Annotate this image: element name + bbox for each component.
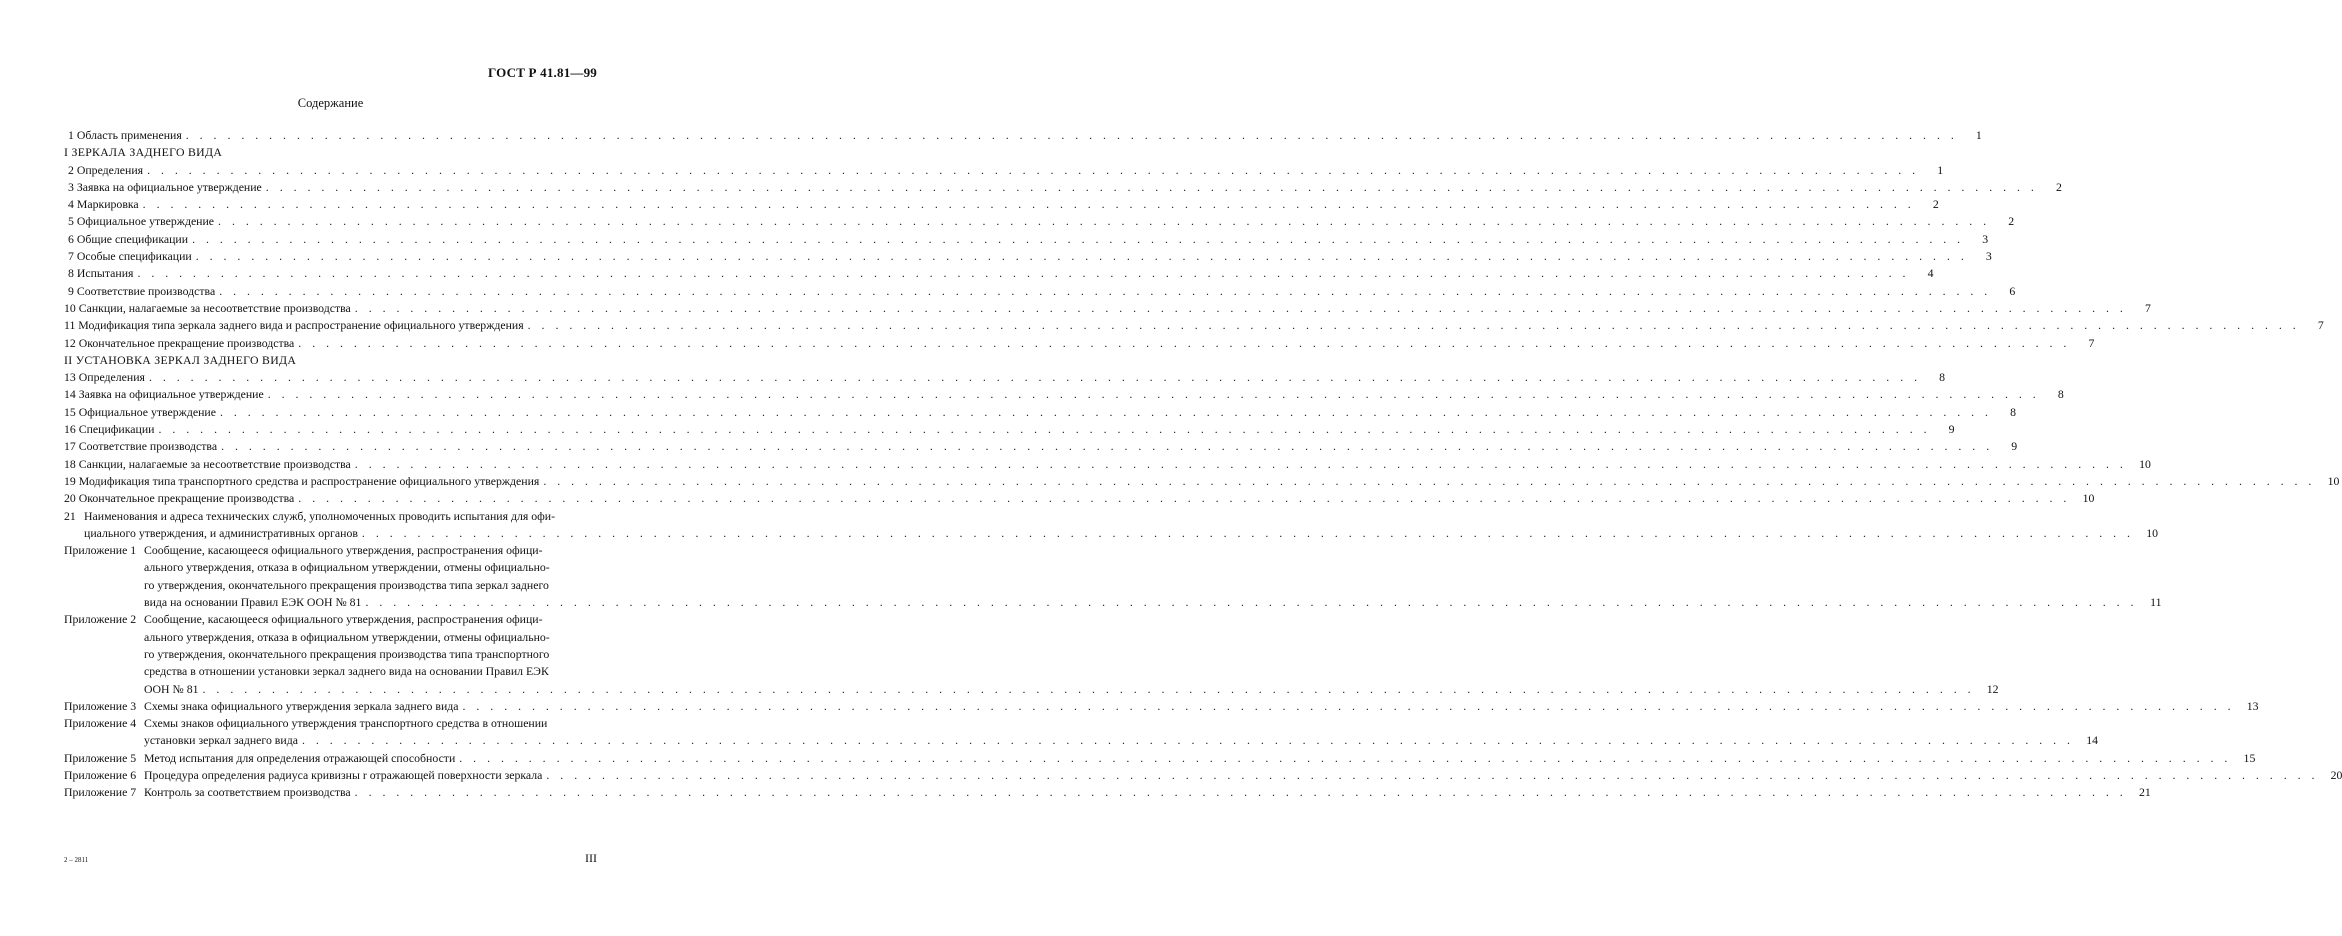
toc-entry-page: 8 <box>2057 387 2064 402</box>
toc-title: Содержание <box>297 96 364 110</box>
leader-dots <box>351 300 2127 317</box>
leader-dots <box>133 265 1909 282</box>
toc-entry-page: 7 <box>2144 300 2151 315</box>
toc-entry-title: Схемы знака официального утверждения зеркала заднего вида <box>144 698 459 713</box>
toc-entry-page: 7 <box>2088 335 2095 350</box>
appendix-label: Приложение 2 <box>64 612 137 627</box>
toc-entry <box>64 456 2151 473</box>
leader-dots <box>139 196 1915 213</box>
toc-entry-line: Сообщение, касающееся официального утверждения, распространения офици- <box>144 543 543 558</box>
section-heading: II УСТАНОВКА ЗЕРКАЛ ЗАДНЕГО ВИДА <box>64 352 297 367</box>
toc-entry-last-line <box>144 594 2162 611</box>
toc-entry-line: Схемы знаков официального утверждения транспортного средства в отношении <box>144 716 548 731</box>
toc-entry-last-line <box>144 698 2259 715</box>
toc-entry-multiline <box>64 508 2158 543</box>
toc-entry-title: 3 Заявка на официальное утверждение <box>68 179 262 194</box>
toc-entry-page: 6 <box>2009 283 2016 298</box>
toc-entry <box>64 162 1944 179</box>
toc-entry-title: 4 Маркировка <box>68 197 139 212</box>
leader-dots <box>524 317 2300 334</box>
appendix-entry <box>64 715 2098 750</box>
toc-entry-page: 21 <box>2138 785 2151 800</box>
toc-entry-page: 4 <box>1927 266 1934 281</box>
toc-entry-title: установки зеркал заднего вида <box>144 733 298 748</box>
toc-entry-line: Сообщение, касающееся официального утверждения, распространения офици- <box>144 612 543 627</box>
toc-entry-page: 9 <box>1948 422 1955 437</box>
toc-entry <box>64 386 2064 403</box>
toc-entry <box>64 248 1992 265</box>
appendix-label: Приложение 1 <box>64 543 137 558</box>
toc-entry-title: Процедура определения радиуса кривизны r отражающей поверхности зеркала <box>144 767 543 782</box>
appendix-label: Приложение 5 <box>64 750 137 765</box>
leader-dots <box>145 369 1921 386</box>
toc-entry-title: 15 Официальное утверждение <box>64 404 216 419</box>
toc-entry-title: Метод испытания для определения отражающей способности <box>144 750 456 765</box>
leader-dots <box>455 750 2231 767</box>
toc-entry-page: 8 <box>2010 404 2016 419</box>
toc-entry-title: 8 Испытания <box>68 266 134 281</box>
leader-dots <box>542 767 2318 784</box>
toc-entry-page: 10 <box>2146 525 2158 540</box>
toc-entry <box>64 265 1934 282</box>
toc-entry <box>64 490 2095 507</box>
appendix-entry <box>64 611 1999 697</box>
toc-entry-page: 11 <box>2150 595 2162 610</box>
leader-dots <box>298 732 2074 749</box>
appendix-entry <box>64 784 2151 801</box>
leader-dots <box>358 525 2134 542</box>
toc-entry-page: 2 <box>1932 197 1939 212</box>
toc-entry-title: 2 Определения <box>68 162 144 177</box>
document-code: ГОСТ Р 41.81—99 <box>488 65 597 80</box>
toc-entry-last-line <box>144 732 2098 749</box>
toc-entry-line: Наименования и адреса технических служб, уполномоченных проводить испытания для офи- <box>84 508 556 523</box>
leader-dots <box>217 438 1993 455</box>
toc-entry <box>64 127 1982 144</box>
toc-entry-title: 7 Особые спецификации <box>68 249 192 264</box>
leader-dots <box>192 248 1968 265</box>
toc-entry-page: 3 <box>1982 231 1989 246</box>
toc-entry-page: 15 <box>2243 750 2256 765</box>
leader-dots <box>143 162 1919 179</box>
toc-entry-title: Контроль за соответствием производства <box>144 785 351 800</box>
leader-dots <box>264 386 2040 403</box>
toc-entry-title: 13 Определения <box>64 370 145 385</box>
toc-entry <box>64 231 1989 248</box>
toc-entry-title: 19 Модификация типа транспортного средства и распространение официального утверждения <box>64 473 540 488</box>
leader-dots <box>214 213 1990 230</box>
leader-dots <box>215 283 1991 300</box>
toc-entry-line: ального утверждения, отказа в официальном утверждении, отмены официально- <box>144 629 550 644</box>
leader-dots <box>188 231 1964 248</box>
toc-entry <box>64 300 2151 317</box>
toc-entry-title: 14 Заявка на официальное утверждение <box>64 387 264 402</box>
toc-entry-page: 2 <box>2008 214 2015 229</box>
toc-entry-title: 20 Окончательное прекращение производства <box>64 491 295 506</box>
appendix-label: Приложение 3 <box>64 698 137 713</box>
leader-dots <box>361 594 2137 611</box>
toc-entry-line: го утверждения, окончательного прекращения производства типа зеркал заднего <box>144 577 549 592</box>
leader-dots <box>539 473 2315 490</box>
toc-entry-title: 18 Санкции, налагаемые за несоответствие производства <box>64 456 351 471</box>
toc-entry-title: 17 Соответствие производства <box>64 439 218 454</box>
toc-entry <box>64 317 2324 334</box>
toc-entry-title: 10 Санкции, налагаемые за несоответствие производства <box>64 300 351 315</box>
toc-entry-title: ООН № 81 <box>144 681 199 696</box>
toc-entry <box>64 213 2015 230</box>
leader-dots <box>154 421 1930 438</box>
toc-entry-page: 12 <box>1986 681 1999 696</box>
table-of-contents <box>64 127 2342 802</box>
toc-entry-line: средства в отношении установки зеркал заднего вида на основании Правил ЕЭК <box>144 664 549 679</box>
toc-entry-page: 13 <box>2246 698 2259 713</box>
section-heading: I ЗЕРКАЛА ЗАДНЕГО ВИДА <box>64 145 223 160</box>
toc-entry-line: ального утверждения, отказа в официальном утверждении, отмены официально- <box>144 560 550 575</box>
page-number: III <box>585 851 597 865</box>
leader-dots <box>294 490 2070 507</box>
print-code: 2 – 2811 <box>64 856 89 864</box>
leader-dots <box>294 335 2070 352</box>
leader-dots <box>262 179 2038 196</box>
leader-dots <box>199 681 1975 698</box>
toc-entry-title: 6 Общие спецификации <box>68 231 189 246</box>
toc-entry-title: 9 Соответствие производства <box>68 283 216 298</box>
appendix-entry <box>64 767 2342 784</box>
toc-entry-page: 9 <box>2011 439 2018 454</box>
leader-dots <box>216 404 1992 421</box>
toc-entry-line: го утверждения, окончательного прекращения производства типа транспортного <box>144 646 550 661</box>
toc-entry-page: 10 <box>2327 473 2340 488</box>
toc-entry-number: 21 <box>64 508 76 523</box>
appendix-label: Приложение 7 <box>64 785 137 800</box>
toc-entry-title: 12 Окончательное прекращение производства <box>64 335 295 350</box>
toc-entry-page: 3 <box>1985 249 1992 264</box>
appendix-entry <box>64 750 2256 767</box>
toc-entry-title: 16 Спецификации <box>64 422 155 437</box>
toc-entry-last-line <box>144 681 1999 698</box>
toc-entry <box>64 438 2018 455</box>
toc-entry-page: 10 <box>2139 456 2151 471</box>
toc-entry-page: 2 <box>2055 179 2062 194</box>
toc-entry-page: 1 <box>1975 128 1982 142</box>
toc-entry-last-line <box>144 784 2151 801</box>
toc-entry-title: 1 Область применения <box>68 128 182 142</box>
leader-dots <box>351 784 2127 801</box>
toc-entry-page: 20 <box>2330 767 2342 782</box>
toc-entry-title: 11 Модификация типа зеркала заднего вида и распространение официального утверждения <box>64 318 524 333</box>
leader-dots <box>459 698 2235 715</box>
toc-entry-page: 1 <box>1937 162 1944 177</box>
appendix-label: Приложение 6 <box>64 767 137 782</box>
toc-entry <box>64 196 1939 213</box>
toc-entry-title: вида на основании Правил ЕЭК ООН № 81 <box>144 595 362 610</box>
toc-entry-page: 7 <box>2317 318 2324 333</box>
toc-entry-last-line <box>144 750 2255 767</box>
toc-entry-page: 10 <box>2082 491 2095 506</box>
appendix-label: Приложение 4 <box>64 716 137 731</box>
toc-entry-page: 14 <box>2086 733 2098 748</box>
appendix-entry <box>64 698 2259 715</box>
toc-entry <box>64 473 2340 490</box>
toc-entry <box>64 404 2016 421</box>
toc-entry <box>64 283 2016 300</box>
appendix-entry <box>64 542 2162 611</box>
toc-entry <box>64 421 1955 438</box>
toc-entry <box>64 369 1946 386</box>
toc-entry <box>64 179 2062 196</box>
toc-entry-last-line <box>84 525 2158 542</box>
toc-entry-page: 8 <box>1939 370 1946 385</box>
toc-entry <box>64 335 2095 352</box>
toc-entry-last-line <box>144 767 2342 784</box>
toc-entry-title: 5 Официальное утверждение <box>68 214 215 229</box>
leader-dots <box>182 127 1958 144</box>
toc-entry-title: циального утверждения, и административных органов <box>84 525 358 540</box>
leader-dots <box>351 456 2127 473</box>
